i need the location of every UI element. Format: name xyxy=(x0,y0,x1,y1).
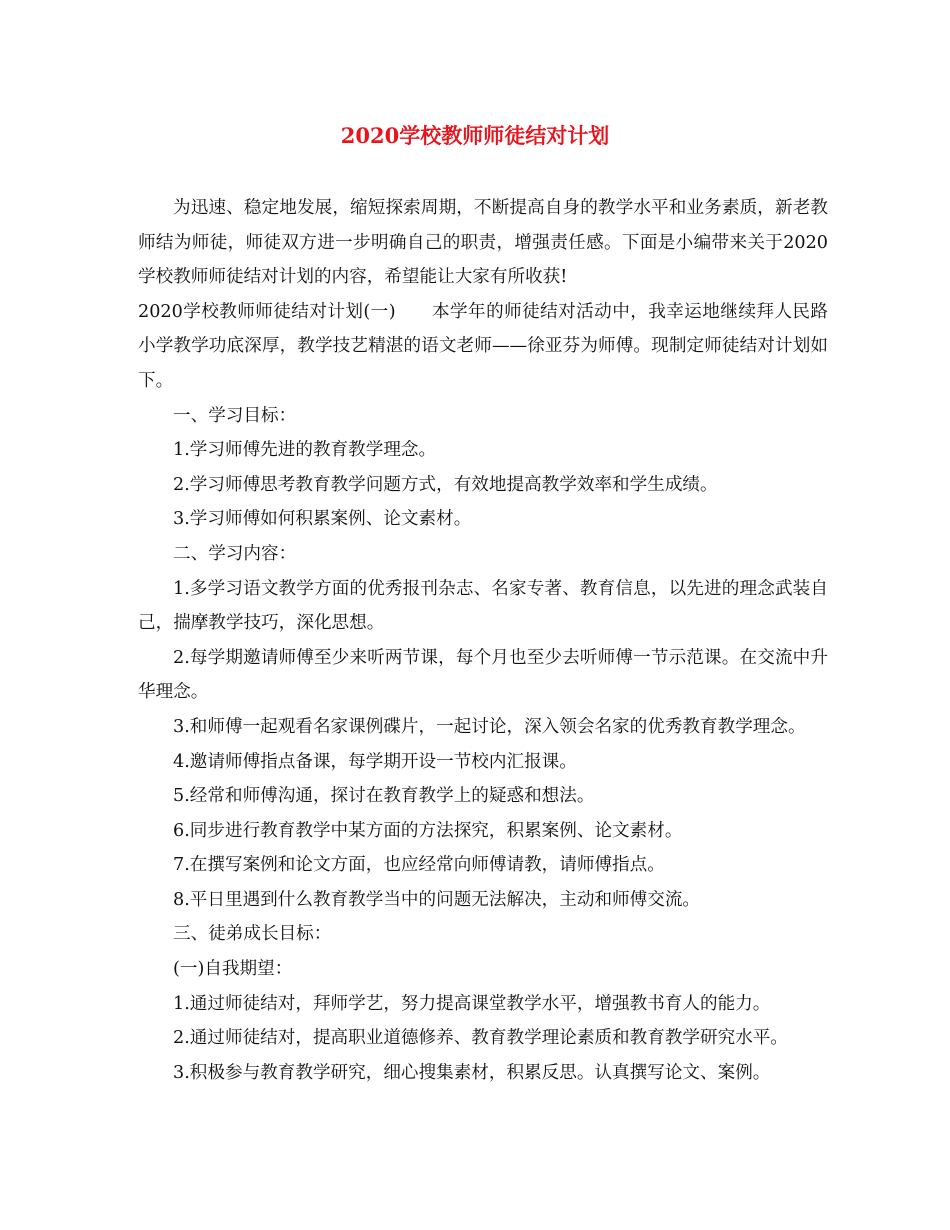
list-item: 8.平日里遇到什么教育教学当中的问题无法解决，主动和师傅交流。 xyxy=(173,889,701,910)
subsection-heading-self-expectation: (一)自我期望： xyxy=(173,959,293,980)
list-item: 2.通过师徒结对，提高职业道德修养、教育教学理论素质和教育教学研究水平。 xyxy=(173,1028,788,1049)
list-item: 4.邀请师傅指点备课，每学期开设一节校内汇报课。 xyxy=(173,751,577,772)
section-heading-learning-content: 二、学习内容： xyxy=(173,543,297,564)
list-item: 1.通过师徒结对，拜师学艺，努力提高课堂教学水平，增强教书育人的能力。 xyxy=(173,993,771,1014)
list-item: 3.学习师傅如何积累案例、论文素材。 xyxy=(173,509,472,530)
list-item: 2.学习师傅思考教育教学问题方式，有效地提高教学效率和学生成绩。 xyxy=(173,474,718,495)
list-item: 2.每学期邀请师傅至少来听两节课，每个月也至少去听师傅一节示范课。在交流中升华理念。 xyxy=(138,647,828,703)
list-item: 1.学习师傅先进的教育教学理念。 xyxy=(173,440,437,461)
list-item: 3.积极参与教育教学研究，细心搜集素材，积累反思。认真撰写论文、案例。 xyxy=(173,1062,771,1083)
list-item: 5.经常和师傅沟通，探讨在教育教学上的疑惑和想法。 xyxy=(173,786,595,807)
list-item: 1.多学习语文教学方面的优秀报刊杂志、名家专著、教育信息，以先进的理念武装自己，揣摩教学技巧，深化思想。 xyxy=(138,578,828,634)
list-item: 7.在撰写案例和论文方面，也应经常向师傅请教，请师傅指点。 xyxy=(173,855,665,876)
list-item: 3.和师傅一起观看名家课例碟片，一起讨论，深入领会名家的优秀教育教学理念。 xyxy=(173,716,806,737)
plan-one-paragraph: 2020学校教师师徒结对计划(一) 本学年的师徒结对活动中，我幸运地继续拜人民路小学教学功底深厚，教学技艺精湛的语文老师——徐亚芬为师傅。现制定师徒结对计划如下。 xyxy=(138,301,828,391)
document-title: 2020学校教师师徒结对计划 xyxy=(340,123,610,148)
list-item: 6.同步进行教育教学中某方面的方法探究，积累案例、论文素材。 xyxy=(173,820,683,841)
section-heading-learning-goals: 一、学习目标： xyxy=(173,405,297,426)
document-body xyxy=(138,191,828,1090)
intro-paragraph: 为迅速、稳定地发展，缩短探索周期，不断提高自身的教学水平和业务素质，新老教师结为师徒，师徒双方进一步明确自己的职责，增强责任感。下面是小编带来关于2020学校教师师徒结对计划的内容，希望能让大家有所收获! xyxy=(138,198,828,288)
section-heading-growth-goals: 三、徒弟成长目标： xyxy=(173,924,332,945)
